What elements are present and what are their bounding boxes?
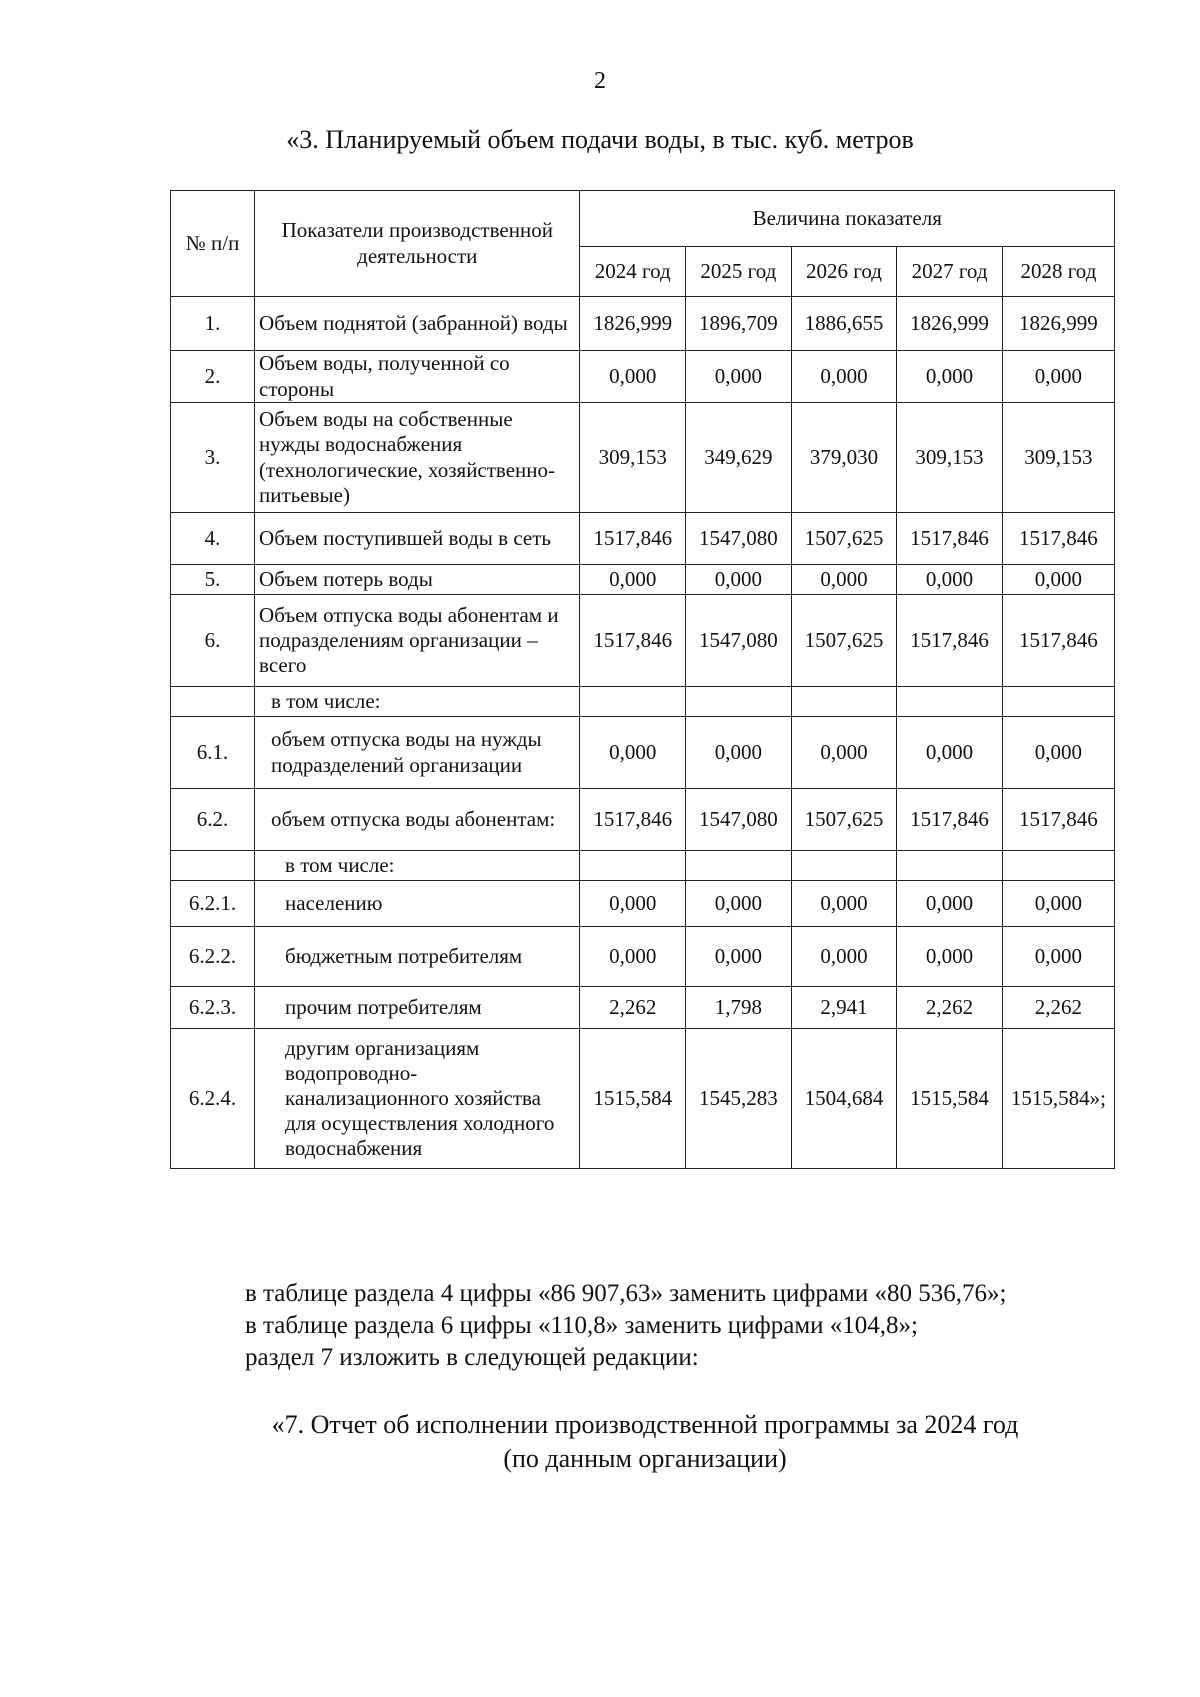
section-title: «3. Планируемый объем подачи воды, в тыс. куб. метров — [286, 125, 914, 154]
value-cell — [791, 687, 897, 717]
table-body — [171, 297, 1115, 1169]
row-number: 6.2. — [171, 789, 255, 851]
value-cell: 2,941 — [791, 987, 897, 1029]
value-cell: 1504,684 — [791, 1029, 897, 1169]
value-cell: 379,030 — [791, 403, 897, 513]
value-cell: 1,798 — [686, 987, 792, 1029]
value-cell: 0,000 — [580, 927, 686, 987]
value-cell — [791, 851, 897, 881]
value-cell: 1547,080 — [686, 789, 792, 851]
row-label: Объем поступившей воды в сеть — [255, 513, 580, 565]
next-section-subtitle: (по данным организации) — [503, 1443, 787, 1473]
row-label: объем отпуска воды абонентам: — [255, 789, 580, 851]
row-number: 6. — [171, 595, 255, 687]
value-cell: 2,262 — [580, 987, 686, 1029]
value-cell: 0,000 — [686, 927, 792, 987]
value-cell — [580, 851, 686, 881]
value-cell: 1517,846 — [580, 789, 686, 851]
table-row — [171, 565, 1115, 595]
instruction-block — [245, 1278, 1006, 1374]
next-section-title-line: «7. Отчет об исполнении производственной программы за 2024 год — [271, 1410, 1019, 1439]
value-cell: 1517,846 — [897, 595, 1003, 687]
row-number: 6.2.1. — [171, 881, 255, 927]
table-row — [171, 789, 1115, 851]
value-cell: 0,000 — [897, 565, 1003, 595]
value-cell: 0,000 — [580, 717, 686, 789]
value-cell: 0,000 — [1002, 565, 1114, 595]
value-cell — [1002, 687, 1114, 717]
row-label: Объем отпуска воды абонентам и подразделениям организации – всего — [255, 595, 580, 687]
value-cell: 1547,080 — [686, 513, 792, 565]
table-row — [171, 851, 1115, 881]
header-year: 2024 год — [580, 247, 686, 297]
row-label: бюджетным потребителям — [255, 927, 580, 987]
value-cell: 1826,999 — [897, 297, 1003, 351]
value-cell: 0,000 — [897, 927, 1003, 987]
value-cell — [686, 851, 792, 881]
header-year: 2027 год — [897, 247, 1003, 297]
value-cell: 349,629 — [686, 403, 792, 513]
value-cell: 1517,846 — [1002, 789, 1114, 851]
value-cell: 0,000 — [897, 881, 1003, 927]
table-row — [171, 297, 1115, 351]
value-cell: 1517,846 — [1002, 595, 1114, 687]
row-label: Объем воды на собственные нужды водоснабжения (технологические, хозяйственно-питьевые) — [255, 403, 580, 513]
value-cell: 0,000 — [897, 717, 1003, 789]
value-cell: 1507,625 — [791, 595, 897, 687]
table-row — [171, 987, 1115, 1029]
value-cell — [686, 687, 792, 717]
value-cell — [897, 851, 1003, 881]
header-year: 2025 год — [686, 247, 792, 297]
value-cell: 309,153 — [897, 403, 1003, 513]
value-cell: 1507,625 — [791, 789, 897, 851]
row-number: 4. — [171, 513, 255, 565]
value-cell: 0,000 — [1002, 881, 1114, 927]
value-cell: 1515,584 — [897, 1029, 1003, 1169]
value-cell: 1517,846 — [897, 513, 1003, 565]
value-cell — [1002, 851, 1114, 881]
table-row — [171, 717, 1115, 789]
value-cell: 0,000 — [686, 717, 792, 789]
value-cell: 1515,584 — [580, 1029, 686, 1169]
header-year: 2028 год — [1002, 247, 1114, 297]
value-cell: 0,000 — [580, 881, 686, 927]
table-row — [171, 927, 1115, 987]
value-cell: 0,000 — [580, 565, 686, 595]
value-cell: 0,000 — [791, 565, 897, 595]
value-cell: 1896,709 — [686, 297, 792, 351]
row-label: в том числе: — [255, 851, 580, 881]
row-number: 6.1. — [171, 717, 255, 789]
value-cell: 1517,846 — [897, 789, 1003, 851]
table-row — [171, 513, 1115, 565]
value-cell: 1886,655 — [791, 297, 897, 351]
table-row — [171, 881, 1115, 927]
value-cell: 1826,999 — [1002, 297, 1114, 351]
row-label: населению — [255, 881, 580, 927]
next-section-title — [0, 1408, 1200, 1476]
header-num: № п/п — [171, 191, 255, 297]
instruction-line: раздел 7 изложить в следующей редакции: — [245, 1344, 699, 1371]
value-cell: 0,000 — [580, 351, 686, 403]
value-cell: 0,000 — [791, 881, 897, 927]
value-cell: 0,000 — [897, 351, 1003, 403]
value-cell — [897, 687, 1003, 717]
row-label: в том числе: — [255, 687, 580, 717]
value-cell: 309,153 — [580, 403, 686, 513]
row-number — [171, 851, 255, 881]
row-label: Объем потерь воды — [255, 565, 580, 595]
value-cell: 1547,080 — [686, 595, 792, 687]
value-cell: 1515,584»; — [1002, 1029, 1114, 1169]
value-cell: 1507,625 — [791, 513, 897, 565]
value-cell: 0,000 — [1002, 927, 1114, 987]
value-cell: 1517,846 — [580, 513, 686, 565]
table-row — [171, 403, 1115, 513]
table-row — [171, 351, 1115, 403]
row-number: 2. — [171, 351, 255, 403]
row-number — [171, 687, 255, 717]
table-row — [171, 687, 1115, 717]
row-label: прочим потребителям — [255, 987, 580, 1029]
table-row — [171, 1029, 1115, 1169]
table-row — [171, 595, 1115, 687]
value-cell: 0,000 — [1002, 717, 1114, 789]
row-label: Объем воды, полученной со стороны — [255, 351, 580, 403]
value-cell — [580, 687, 686, 717]
header-year: 2026 год — [791, 247, 897, 297]
value-cell: 0,000 — [1002, 351, 1114, 403]
value-cell: 0,000 — [791, 351, 897, 403]
value-cell: 0,000 — [686, 881, 792, 927]
water-supply-table — [170, 190, 1115, 1169]
header-indicator: Показатели производственной деятельности — [255, 191, 580, 297]
value-cell: 1545,283 — [686, 1029, 792, 1169]
row-number: 5. — [171, 565, 255, 595]
value-cell: 0,000 — [686, 351, 792, 403]
value-cell: 2,262 — [1002, 987, 1114, 1029]
row-number: 3. — [171, 403, 255, 513]
row-label: объем отпуска воды на нужды подразделений организации — [255, 717, 580, 789]
value-cell: 309,153 — [1002, 403, 1114, 513]
value-cell: 1517,846 — [1002, 513, 1114, 565]
value-cell: 0,000 — [791, 717, 897, 789]
row-number: 1. — [171, 297, 255, 351]
value-cell: 0,000 — [686, 565, 792, 595]
page-number: 2 — [594, 68, 606, 94]
instruction-line: в таблице раздела 6 цифры «110,8» заменить цифрами «104,8»; — [245, 1312, 918, 1339]
value-cell: 1517,846 — [580, 595, 686, 687]
instruction-line: в таблице раздела 4 цифры «86 907,63» заменить цифрами «80 536,76»; — [245, 1280, 1007, 1307]
row-number: 6.2.3. — [171, 987, 255, 1029]
row-number: 6.2.2. — [171, 927, 255, 987]
row-number: 6.2.4. — [171, 1029, 255, 1169]
value-cell: 2,262 — [897, 987, 1003, 1029]
row-label: другим организациям водопроводно-канализационного хозяйства для осуществления холодного водоснабжения — [255, 1029, 580, 1169]
row-label: Объем поднятой (забранной) воды — [255, 297, 580, 351]
header-value-group: Величина показателя — [580, 191, 1115, 247]
value-cell: 0,000 — [791, 927, 897, 987]
value-cell: 1826,999 — [580, 297, 686, 351]
